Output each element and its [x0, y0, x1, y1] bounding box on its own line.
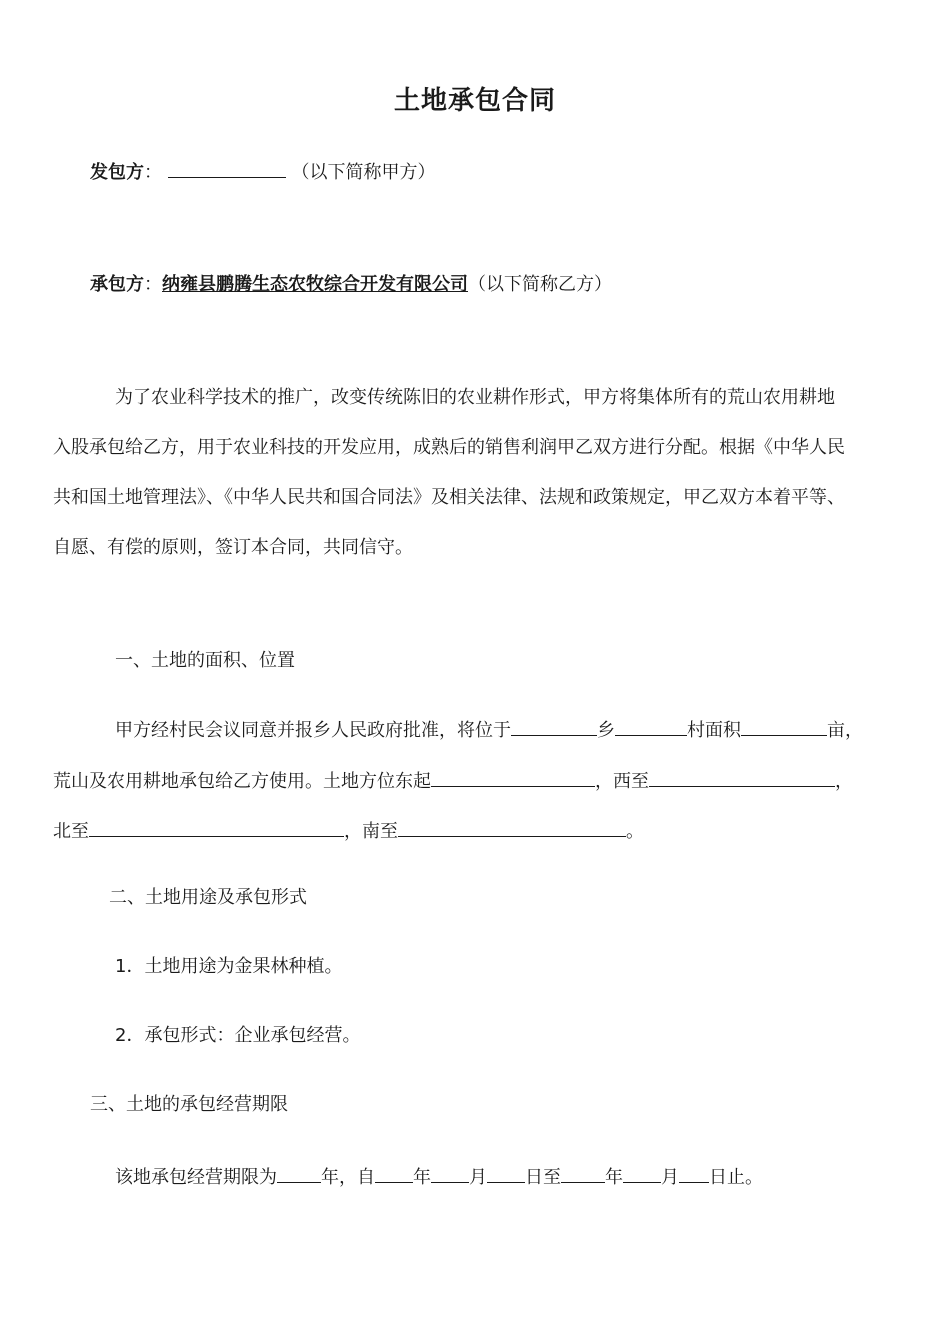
- party-a-colon: ：: [144, 162, 162, 183]
- party-a-line: [90, 159, 435, 186]
- township-blank[interactable]: [511, 717, 597, 736]
- section-3-heading: 三、土地的承包经营期限: [90, 1094, 288, 1115]
- section-1-line-2: [53, 768, 853, 795]
- section-2-heading: 二、土地用途及承包形式: [109, 887, 307, 908]
- section-1-line-1: [115, 717, 863, 744]
- party-b-suffix: （以下简称乙方）: [468, 274, 612, 295]
- to-label: 日至: [525, 1167, 561, 1188]
- end-label: 日止。: [709, 1167, 763, 1188]
- intro-line-4: 自愿、有偿的原则，签订本合同，共同信守。: [53, 537, 413, 558]
- boundary-east-label: 荒山及农用耕地承包给乙方使用。土地方位东起: [53, 771, 431, 792]
- location-text: 甲方经村民会议同意并报乡人民政府批准，将位于: [115, 720, 511, 741]
- term-years-blank[interactable]: [277, 1164, 321, 1183]
- term-label: 该地承包经营期限为: [115, 1167, 277, 1188]
- boundary-west-label: ，西至: [595, 771, 649, 792]
- party-b-colon: ：: [144, 274, 162, 295]
- east-boundary-blank[interactable]: [431, 768, 595, 787]
- period: 。: [626, 821, 644, 842]
- section-1-line-3: [53, 818, 644, 845]
- boundary-south-label: ，南至: [344, 821, 398, 842]
- start-day-blank[interactable]: [487, 1164, 525, 1183]
- end-day-blank[interactable]: [679, 1164, 709, 1183]
- party-b-line: [90, 272, 612, 298]
- end-year-blank[interactable]: [561, 1164, 605, 1183]
- south-boundary-blank[interactable]: [398, 818, 626, 837]
- party-a-label: 发包方: [90, 162, 144, 183]
- from-label: 年，自: [321, 1167, 375, 1188]
- end-year-label: 年: [605, 1167, 623, 1188]
- section-2-item-2: 2．承包形式：企业承包经营。: [115, 1025, 361, 1046]
- village-blank[interactable]: [615, 717, 687, 736]
- boundary-north-label: 北至: [53, 821, 89, 842]
- intro-line-3: 共和国土地管理法》、《中华人民共和国合同法》及相关法律、法规和政策规定，甲乙双方本着平等、: [53, 487, 845, 508]
- mu-unit: 亩，: [827, 720, 863, 741]
- west-boundary-blank[interactable]: [649, 768, 835, 787]
- north-boundary-blank[interactable]: [89, 818, 344, 837]
- area-blank[interactable]: [741, 717, 827, 736]
- area-label: 村面积: [687, 720, 741, 741]
- comma: ，: [835, 771, 853, 792]
- party-a-name-blank[interactable]: [168, 159, 286, 178]
- end-month-blank[interactable]: [623, 1164, 661, 1183]
- intro-line-2: 入股承包给乙方，用于农业科技的开发应用，成熟后的销售利润甲乙双方进行分配。根据《中华人民: [53, 437, 845, 458]
- year-label: 年: [413, 1167, 431, 1188]
- section-1-heading: 一、土地的面积、位置: [115, 650, 295, 671]
- start-month-blank[interactable]: [431, 1164, 469, 1183]
- section-2-item-1: 1．土地用途为金果林种植。: [115, 956, 343, 977]
- party-b-label: 承包方: [90, 274, 144, 295]
- document-title: 土地承包合同: [393, 86, 556, 116]
- party-b-name: 纳雍县鹏腾生态农牧综合开发有限公司: [162, 274, 468, 295]
- intro-line-1: 为了农业科学技术的推广，改变传统陈旧的农业耕作形式，甲方将集体所有的荒山农用耕地: [115, 387, 835, 408]
- party-a-suffix: （以下简称甲方）: [291, 162, 436, 183]
- month-label: 月: [469, 1167, 487, 1188]
- township-label: 乡: [597, 720, 615, 741]
- start-year-blank[interactable]: [375, 1164, 413, 1183]
- end-month-label: 月: [661, 1167, 679, 1188]
- section-3-term-line: [115, 1164, 763, 1191]
